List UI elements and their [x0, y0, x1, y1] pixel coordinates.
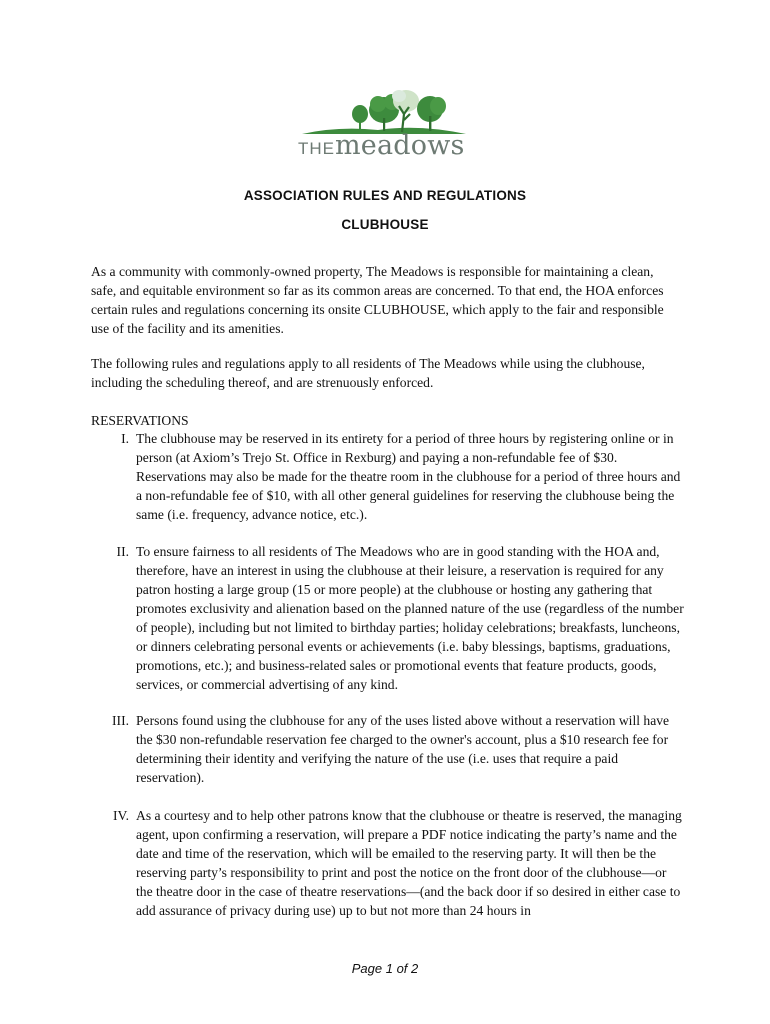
- rule-text: Persons found using the clubhouse for any of the uses listed above without a reservation will have the $30 non-refundable reservation fee charged to the owner's account, plus a $10 research fee for determining their identity and verifying the nature of the use (i.e. uses that require a paid reservation).: [136, 713, 670, 785]
- rule-number: III.: [112, 713, 129, 728]
- logo-wordmark: [298, 130, 470, 160]
- rule-number: I.: [121, 431, 129, 446]
- logo-meadows-text: meadows: [335, 130, 465, 161]
- intro-paragraph: As a community with commonly-owned property, The Meadows is responsible for maintaining a clean, safe, and equitable environment so far as its common areas are concerned. To that end, the HOA enforces certain rules and regulations concerning its onsite CLUBHOUSE, which apply to the fair and responsible use of the facility and its amenities.: [91, 264, 664, 336]
- scope-paragraph: The following rules and regulations apply to all residents of The Meadows while using the clubhouse, including the scheduling thereof, and are strenuously enforced.: [91, 356, 645, 390]
- section-heading: RESERVATIONS: [91, 413, 189, 428]
- document-title: ASSOCIATION RULES AND REGULATIONS: [243, 188, 527, 203]
- tree-logo-icon: [298, 90, 470, 135]
- document-subtitle: CLUBHOUSE: [341, 217, 429, 232]
- rule-text: As a courtesy and to help other patrons know that the clubhouse or theatre is reserved, the managing agent, upon confirming a reservation, will prepare a PDF notice indicating the party’s name and the date and time of the reservation, which will be emailed to the reserving party. It will then be the reserving party’s responsibility to print and post the notice on the front door of the clubhouse—or the theatre door in the case of theatre reservations—(and the back door if so desired in either case to add assurance of privacy during use) up to but not more than 24 hours in: [136, 808, 682, 918]
- rule-text: To ensure fairness to all residents of The Meadows who are in good standing with the HOA and, therefore, have an interest in using the clubhouse at their leisure, a reservation is required for any patron hosting a large group (15 or more people) at the clubhouse or hosting any gathering that promotes exclusivity and alienation based on the planned nature of the use (regardless of the number of people), including but not limited to birthday parties; holiday celebrations; breakfasts, luncheons, or dinners celebrating personal events or achievements (i.e. baby blessings, baptisms, graduations, promotions, etc.); and business-related sales or promotional events that feature products, goods, services, or commercial advertising of any kind.: [136, 544, 684, 692]
- rule-text: The clubhouse may be reserved in its entirety for a period of three hours by registering online or in person (at Axiom’s Trejo St. Office in Rexburg) and paying a non-refundable fee of $30. Reservations may also be made for the theatre room in the clubhouse for a period of three hours and a non-refundable fee of $10, with all other general guidelines for reserving the clubhouse being the same (i.e. frequency, advance notice, etc.).: [136, 431, 681, 522]
- rule-number: II.: [116, 544, 129, 559]
- rule-number: IV.: [113, 808, 129, 823]
- meadows-logo: [298, 90, 470, 162]
- logo-the-text: THE: [298, 139, 335, 158]
- page-number: Page 1 of 2: [351, 961, 419, 976]
